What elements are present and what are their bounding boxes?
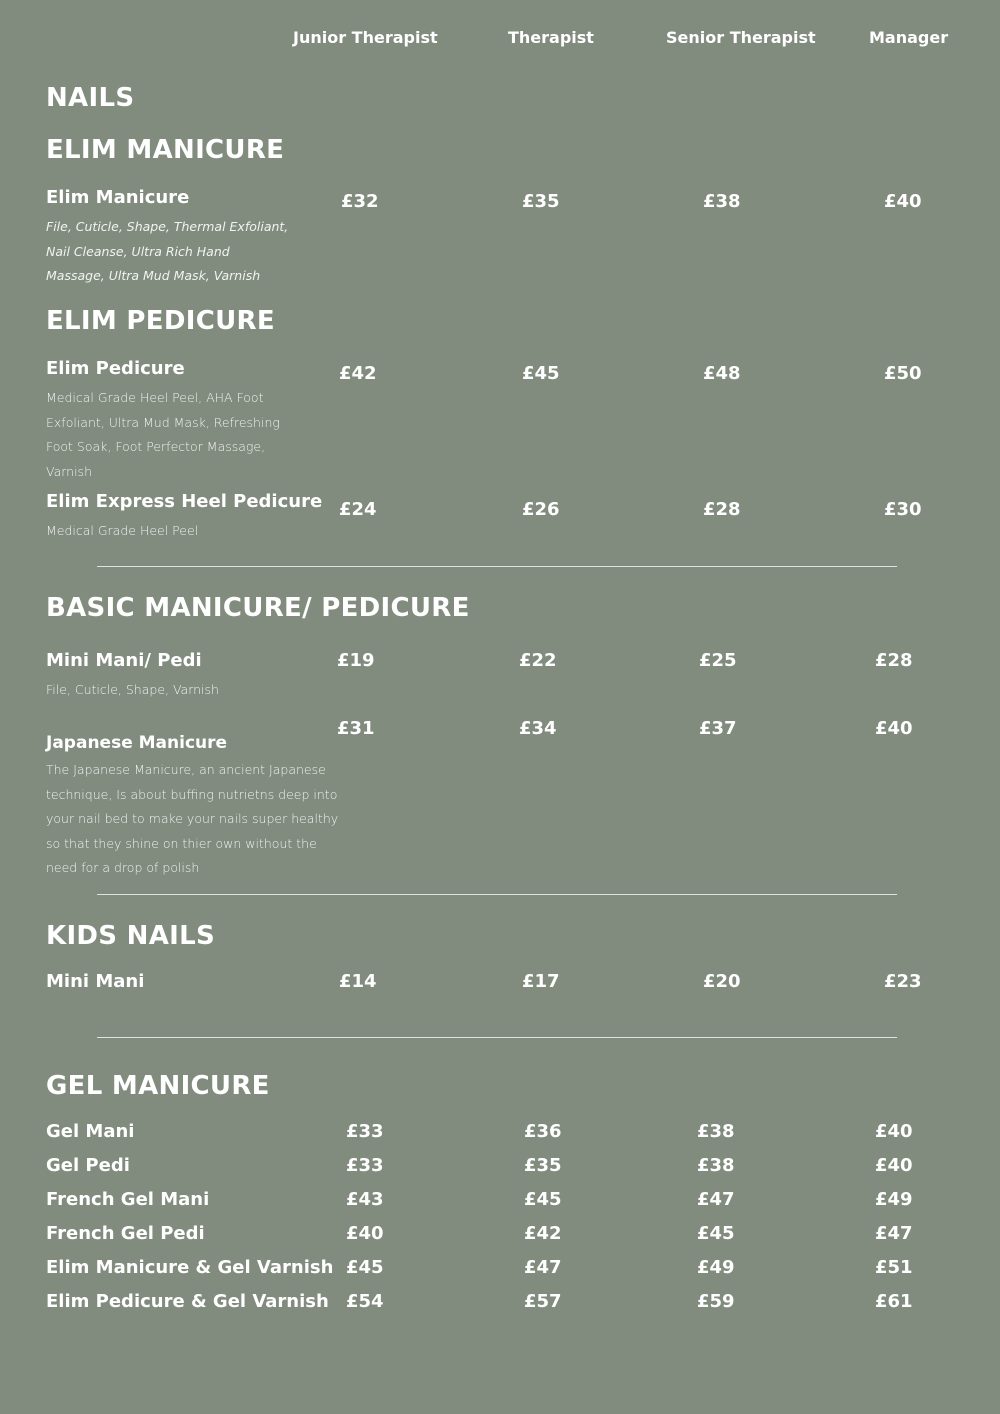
price-junior: £31 xyxy=(337,718,375,739)
price-therapist: £35 xyxy=(524,1155,562,1176)
heading-kids-nails: KIDS NAILS xyxy=(46,921,216,951)
price-senior: £45 xyxy=(697,1223,735,1244)
service-name: Gel Mani xyxy=(46,1121,135,1142)
service-name: Gel Pedi xyxy=(46,1155,130,1176)
service-description: Medical Grade Heel Peel xyxy=(46,523,199,538)
price-senior: £28 xyxy=(703,499,741,520)
price-manager: £30 xyxy=(884,499,922,520)
price-manager: £49 xyxy=(875,1189,913,1210)
price-therapist: £17 xyxy=(522,971,560,992)
price-junior: £42 xyxy=(339,363,377,384)
price-senior: £38 xyxy=(703,191,741,212)
heading-basic-manicure-pedicure: BASIC MANICURE/ PEDICURE xyxy=(46,593,470,623)
price-junior: £54 xyxy=(346,1291,384,1312)
price-senior: £47 xyxy=(697,1189,735,1210)
price-junior: £33 xyxy=(346,1121,384,1142)
service-name: Elim Pedicure & Gel Varnish xyxy=(46,1291,329,1312)
price-junior: £45 xyxy=(346,1257,384,1278)
service-name: Mini Mani/ Pedi xyxy=(46,650,202,671)
price-senior: £38 xyxy=(697,1121,735,1142)
divider xyxy=(97,1037,897,1038)
price-manager: £47 xyxy=(875,1223,913,1244)
service-name: Elim Manicure & Gel Varnish xyxy=(46,1257,334,1278)
price-manager: £40 xyxy=(875,1155,913,1176)
column-header-therapist: Therapist xyxy=(508,28,594,47)
price-senior: £25 xyxy=(699,650,737,671)
price-junior: £14 xyxy=(339,971,377,992)
service-name: French Gel Pedi xyxy=(46,1223,205,1244)
column-header-senior-therapist: Senior Therapist xyxy=(666,28,816,47)
service-name: French Gel Mani xyxy=(46,1189,210,1210)
price-junior: £40 xyxy=(346,1223,384,1244)
service-description: File, Cuticle, Shape, Varnish xyxy=(46,682,219,697)
price-senior: £59 xyxy=(697,1291,735,1312)
price-manager: £51 xyxy=(875,1257,913,1278)
price-manager: £40 xyxy=(884,191,922,212)
price-therapist: £26 xyxy=(522,499,560,520)
service-description: File, Cuticle, Shape, Thermal Exfoliant, Nail Cleanse, Ultra Rich Hand Massage, Ultra Mud Mask, Varnish xyxy=(46,219,289,283)
price-manager: £40 xyxy=(875,1121,913,1142)
price-junior: £33 xyxy=(346,1155,384,1176)
heading-gel-manicure: GEL MANICURE xyxy=(46,1071,270,1101)
price-senior: £48 xyxy=(703,363,741,384)
divider xyxy=(97,894,897,895)
service-name: Elim Manicure xyxy=(46,187,190,208)
divider xyxy=(97,566,897,567)
service-name: Elim Express Heel Pedicure xyxy=(46,491,323,512)
heading-elim-manicure: ELIM MANICURE xyxy=(46,135,285,165)
price-manager: £23 xyxy=(884,971,922,992)
service-name: Mini Mani xyxy=(46,971,145,992)
price-therapist: £45 xyxy=(522,363,560,384)
price-senior: £49 xyxy=(697,1257,735,1278)
column-header-manager: Manager xyxy=(869,28,949,47)
service-name: Elim Pedicure xyxy=(46,358,185,379)
price-senior: £20 xyxy=(703,971,741,992)
price-therapist: £34 xyxy=(519,718,557,739)
price-senior: £38 xyxy=(697,1155,735,1176)
price-therapist: £36 xyxy=(524,1121,562,1142)
price-manager: £40 xyxy=(875,718,913,739)
price-therapist: £45 xyxy=(524,1189,562,1210)
heading-elim-pedicure: ELIM PEDICURE xyxy=(46,306,275,336)
price-therapist: £57 xyxy=(524,1291,562,1312)
price-therapist: £47 xyxy=(524,1257,562,1278)
service-name: Japanese Manicure xyxy=(46,733,228,753)
column-header-junior-therapist: Junior Therapist xyxy=(293,28,438,47)
service-description: The Japanese Manicure, an ancient Japanese technique, Is about buffing nutrietns deep into your nail bed to make your nails super healthy so that they shine on thier own without the need for a drop of polish xyxy=(46,762,339,875)
price-manager: £61 xyxy=(875,1291,913,1312)
price-junior: £19 xyxy=(337,650,375,671)
price-therapist: £22 xyxy=(519,650,557,671)
price-therapist: £42 xyxy=(524,1223,562,1244)
price-junior: £32 xyxy=(341,191,379,212)
section-title-nails: NAILS xyxy=(46,83,135,113)
price-senior: £37 xyxy=(699,718,737,739)
service-description: Medical Grade Heel Peel, AHA Foot Exfoliant, Ultra Mud Mask, Refreshing Foot Soak, Foot Perfector Massage, Varnish xyxy=(46,390,280,479)
price-therapist: £35 xyxy=(522,191,560,212)
price-junior: £43 xyxy=(346,1189,384,1210)
price-manager: £50 xyxy=(884,363,922,384)
price-junior: £24 xyxy=(339,499,377,520)
price-manager: £28 xyxy=(875,650,913,671)
